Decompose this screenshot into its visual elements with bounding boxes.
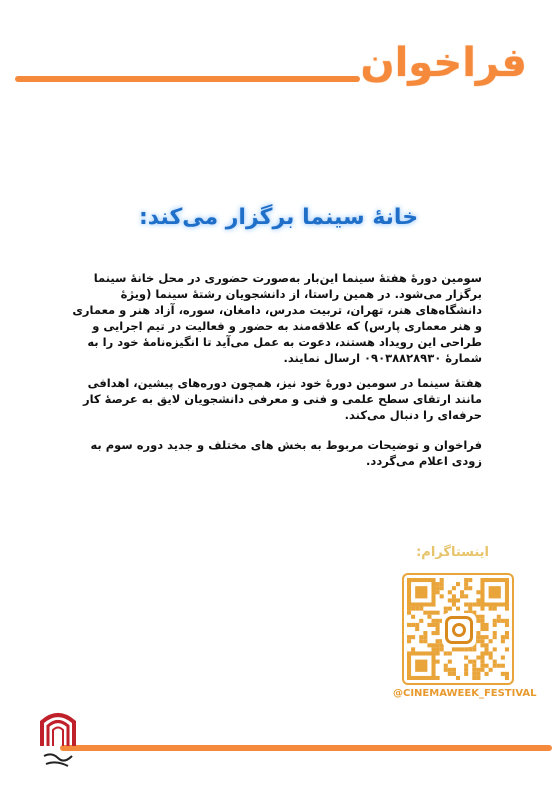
- paragraph-2: هفتهٔ سینما در سومین دورهٔ خود نیز، همچون دوره‌های پیشین، اهدافی مانند ارتقای سطح علمی و فنی و معرفی دانشجویان لایق به عرصهٔ کار حرفه‌ای را دنبال می‌کند.: [82, 376, 482, 422]
- cinema-house-logo: [38, 712, 78, 772]
- top-divider: [15, 76, 360, 82]
- instagram-handle[interactable]: @CINEMAWEEK_FESTIVAL: [393, 688, 537, 699]
- subtitle: خانهٔ سینما برگزار می‌کند:: [138, 205, 419, 230]
- paragraph-3: فراخوان و توضیحات مربوط به بخش های مختلف و جدید دوره سوم به زودی اعلام می‌گردد.: [90, 438, 482, 468]
- paragraph-1: سومین دورهٔ هفتهٔ سینما این‌بار به‌صورت حضوری در محل خانهٔ سینما برگزار می‌شود. در همین راستا، از دانشجویان رشتهٔ سینما (ویژهٔ دانشگاه‌های هنر، تهران، تربیت مدرس، دامغان، سوره، آزاد هنر و معماری و هنر معماری پارس) که علاقه‌مند به حضور و فعالیت در تیم اجرایی و طراحی این رویداد هستند، دعوت به عمل می‌آید تا انگیزه‌نامهٔ خود را به شمارهٔ ۰۹۰۳۸۸۲۸۹۳۰ ارسال نمایند.: [72, 271, 482, 365]
- page-title: فراخوان: [360, 40, 527, 86]
- bottom-divider: [60, 745, 552, 751]
- instagram-icon: [442, 613, 476, 647]
- qr-code-icon[interactable]: [402, 573, 514, 685]
- instagram-label: اینستاگرام:: [416, 545, 489, 560]
